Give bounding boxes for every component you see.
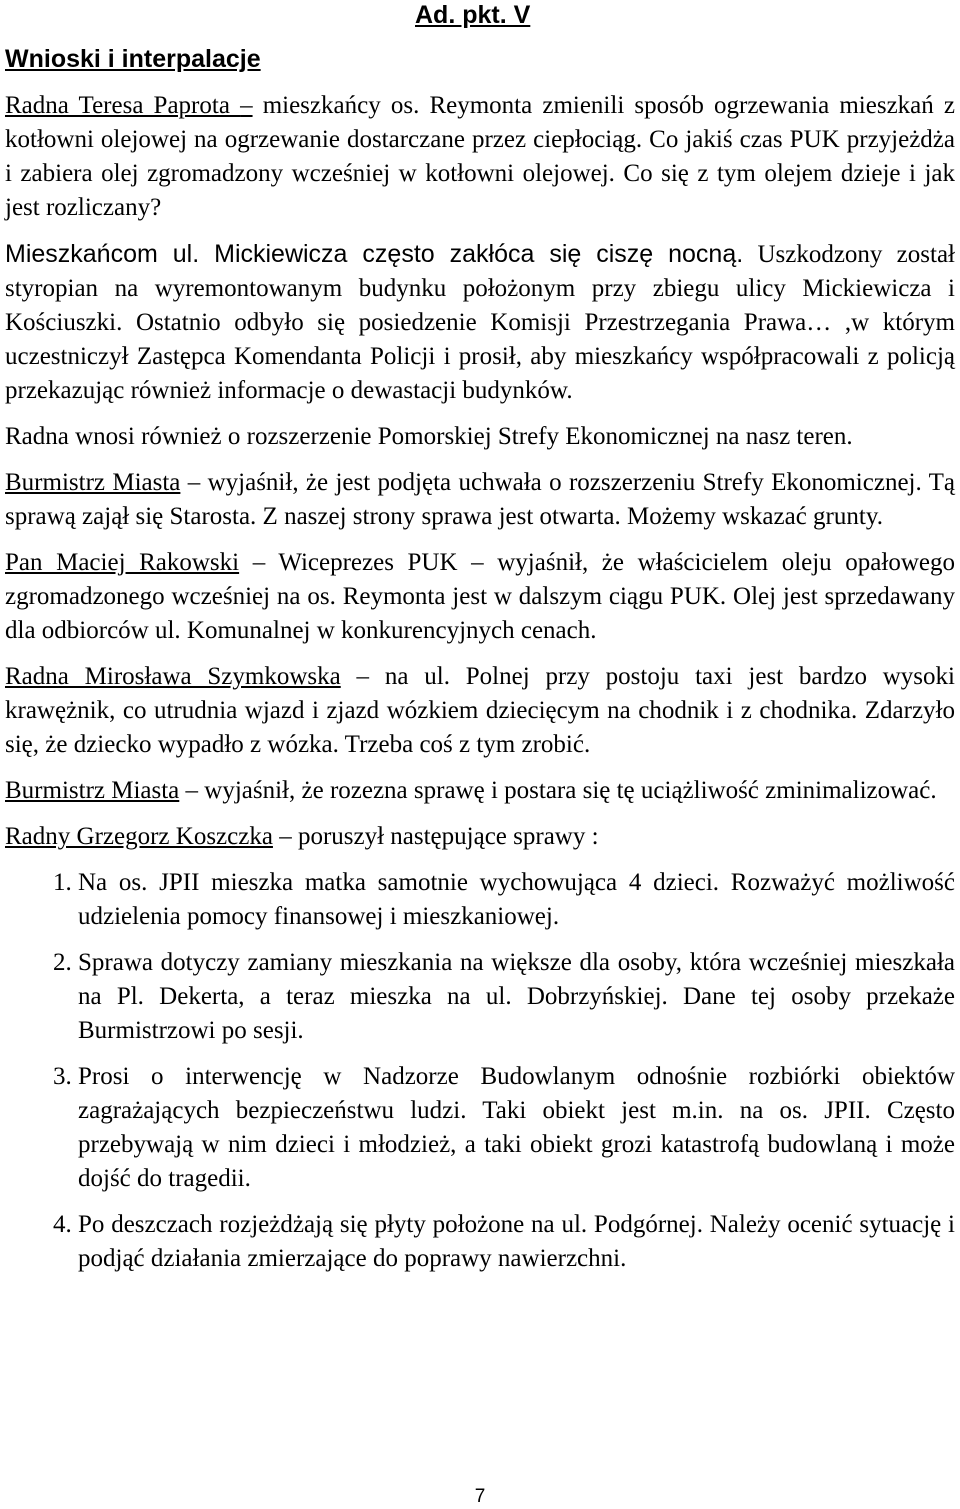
paragraph-text: – Wiceprezes PUK – wyjaśnił, że właścicielem oleju opałowego zgromadzonego wcześniej na os. Reymonta jest w dalszym ciągu PUK. Olej jest sprzedawany dla odbiorców ul. Komunalnej w konkurencyjnych cenach. xyxy=(5,549,955,644)
list-item: 4. Po deszczach rozjeżdżają się płyty położone na ul. Podgórnej. Należy ocenić sytuację i podjąć działania zmierzające do poprawy nawierzchni. xyxy=(78,1208,955,1276)
paragraph-lead: Mieszkańcom ul. Mickiewicza często zakłóca się ciszę nocną. xyxy=(5,240,744,268)
list-item: 2. Sprawa dotyczy zamiany mieszkania na większe dla osoby, która wcześniej mieszkała na Pl. Dekerta, a teraz mieszka na ul. Dobrzyńskiej. Dane tej osoby przekaże Burmistrzowi po sesji. xyxy=(78,946,955,1048)
paragraph-paprota: Radna Teresa Paprota – mieszkańcy os. Reymonta zmienili sposób ogrzewania mieszkań z kotłowni olejowej na ogrzewanie dostarczane przez ciepłociąg. Co jakiś czas PUK przyjeżdża i zabiera olej zgromadzony wcześniej w kotłowni olejowej. Co się z tym olejem dzieje i jak jest rozliczany? xyxy=(5,92,955,221)
paragraph-burmistrz-2 xyxy=(5,774,955,808)
speaker-name: Burmistrz Miasta xyxy=(5,469,181,496)
speaker-name: Radny Grzegorz Koszczka xyxy=(5,823,273,850)
paragraph-text: – na ul. Polnej przy postoju taxi jest bardzo wysoki krawężnik, co utrudnia wjazd i zjazd wózkiem dziecięcym na chodnik i z chodnika. Zdarzyło się, że dziecko wypadło z wózka. Trzeba coś z tym zrobić. xyxy=(5,663,955,758)
paragraph-rakowski xyxy=(5,546,955,648)
paragraph-text: Radna wnosi również o rozszerzenie Pomorskiej Strefy Ekonomicznej na nasz teren. xyxy=(5,423,853,450)
paragraph-szymkowska xyxy=(5,660,955,762)
speaker-name: Radna Teresa Paprota xyxy=(5,92,241,119)
speaker-name: Pan Maciej Rakowski xyxy=(5,549,240,576)
paragraph-text: – wyjaśnił, że jest podjęta uchwała o rozszerzeniu Strefy Ekonomicznej. Tą sprawą zajął się Starosta. Z naszej strony sprawa jest otwarta. Możemy wskazać grunty. xyxy=(5,469,955,530)
list-item: 1. Na os. JPII mieszka matka samotnie wychowująca 4 dzieci. Rozważyć możliwość udzielenia pomocy finansowej i mieszkaniowej. xyxy=(78,866,955,934)
paragraph-mickiewicza xyxy=(5,237,955,408)
paragraph-text: – poruszył następujące sprawy : xyxy=(272,823,599,850)
paragraph-text: – wyjaśnił, że rozezna sprawę i postara się tę uciążliwość zminimalizować. xyxy=(179,777,937,804)
agenda-point-ref: Ad. pkt. V xyxy=(415,1,531,29)
paragraph-koszczka xyxy=(5,820,955,854)
page-number: 7 xyxy=(474,1486,486,1507)
paragraph-text: mieszkańcy os. Reymonta zmienili sposób ogrzewania mieszkań z kotłowni olejowej na ogrzewanie dostarczane przez ciepłociąg. Co jakiś czas PUK przyjeżdża i zabiera olej zgromadzony wcześniej w kotłowni olejowej. Co się z tym olejem dzieje i jak jest rozliczany? xyxy=(5,92,955,221)
speaker-name: Burmistrz Miasta xyxy=(5,777,180,804)
list-item: 3. Prosi o interwencję w Nadzorze Budowlanym odnośnie rozbiórki obiektów zagrażających bezpieczeństwu ludzi. Taki obiekt jest m.in. na os. JPII. Często przebywają w nim dzieci i młodzież, a taki obiekt grozi katastrofą budowlaną i może dojść do tragedii. xyxy=(78,1060,955,1196)
speaker-name: Radna Mirosława Szymkowska xyxy=(5,663,341,690)
paragraph-text: Uszkodzony został styropian na wyremontowanym budynku położonym przy zbiegu ulicy Mickiewicza i Kościuszki. Ostatnio odbyło się posiedzenie Komisji Przestrzegania Prawa… ,w którym uczestniczył Zastępca Komendanta Policji i prosił, aby mieszkańcy współpracowali z policją przekazując również informacje o dewastacji budynków. xyxy=(5,241,955,404)
section-title: Wnioski i interpalacje xyxy=(5,45,261,73)
document-body xyxy=(5,89,955,1288)
paragraph-burmistrz-1 xyxy=(5,466,955,534)
numbered-list xyxy=(5,866,955,1276)
paragraph-strefa xyxy=(5,420,955,454)
